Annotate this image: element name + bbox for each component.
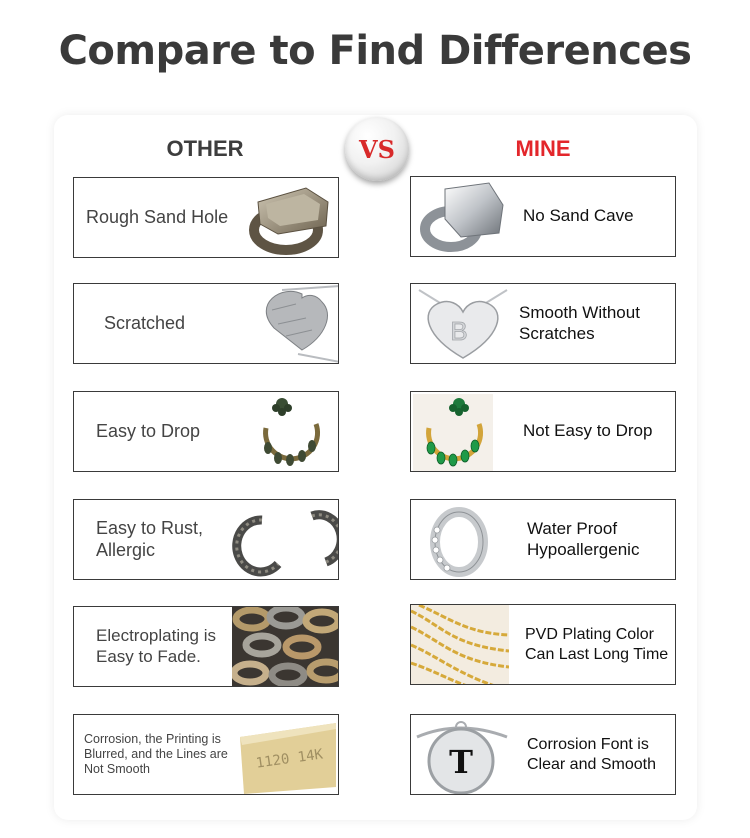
scratched-heart-pendant-icon: [242, 284, 339, 364]
other-card-4-text: Easy to Rust, Allergic: [96, 517, 204, 560]
mine-card-6: [410, 714, 676, 795]
other-card-1: [73, 177, 339, 258]
mine-card-4-text: Water Proof Hypoallergenic: [527, 519, 640, 559]
pendant-letter: B: [450, 316, 468, 346]
column-header-other: OTHER: [166, 136, 244, 161]
other-card-1-text: Rough Sand Hole: [86, 206, 229, 227]
vs-label: VS: [359, 134, 395, 164]
blurred-tag-icon: [236, 717, 338, 794]
heart-pendant-icon: [415, 284, 511, 364]
other-card-4: [73, 499, 339, 580]
other-card-3-text: Easy to Drop: [96, 420, 201, 441]
smooth-ring-icon: [415, 179, 507, 256]
other-card-2: [73, 283, 339, 364]
faded-chain-icon: [232, 607, 339, 687]
charm-letter: T: [449, 743, 473, 781]
other-card-6: [73, 714, 339, 795]
bright-earring-icon: [413, 394, 493, 471]
mine-card-6-text: Corrosion Font is Clear and Smooth: [527, 736, 656, 773]
other-card-5-text: Electroplating is Easy to Fade.: [96, 626, 217, 666]
rusty-hoop-earrings-icon: [226, 506, 338, 578]
mine-card-3-text: Not Easy to Drop: [523, 421, 653, 441]
mine-card-3: [410, 391, 676, 472]
tag-engraving: 1120 14K: [254, 746, 324, 772]
mine-card-5-text: PVD Plating Color Can Last Long Time: [525, 626, 669, 663]
vs-badge: [345, 117, 409, 181]
other-card-3: [73, 391, 339, 472]
column-header-mine: MINE: [515, 136, 571, 161]
other-card-5: [73, 606, 339, 687]
mine-card-1-text: No Sand Cave: [523, 206, 634, 226]
huggie-hoop-icon: [425, 504, 495, 578]
mine-card-5: [410, 604, 676, 685]
dull-earring-icon: [250, 394, 330, 471]
rough-ring-icon: [244, 180, 336, 257]
other-card-2-text: Scratched: [104, 312, 186, 333]
page-title: Compare to Find Differences: [58, 28, 692, 74]
mine-card-2-text: Smooth Without Scratches: [519, 303, 640, 343]
letter-charm-icon: [415, 715, 509, 795]
mine-card-1: [410, 176, 676, 257]
mine-card-4: [410, 499, 676, 580]
gold-chains-icon: [411, 605, 509, 685]
other-card-6-text: Corrosion, the Printing is Blurred, and the Lines are Not Smooth: [84, 732, 228, 776]
mine-card-2: [410, 283, 676, 364]
